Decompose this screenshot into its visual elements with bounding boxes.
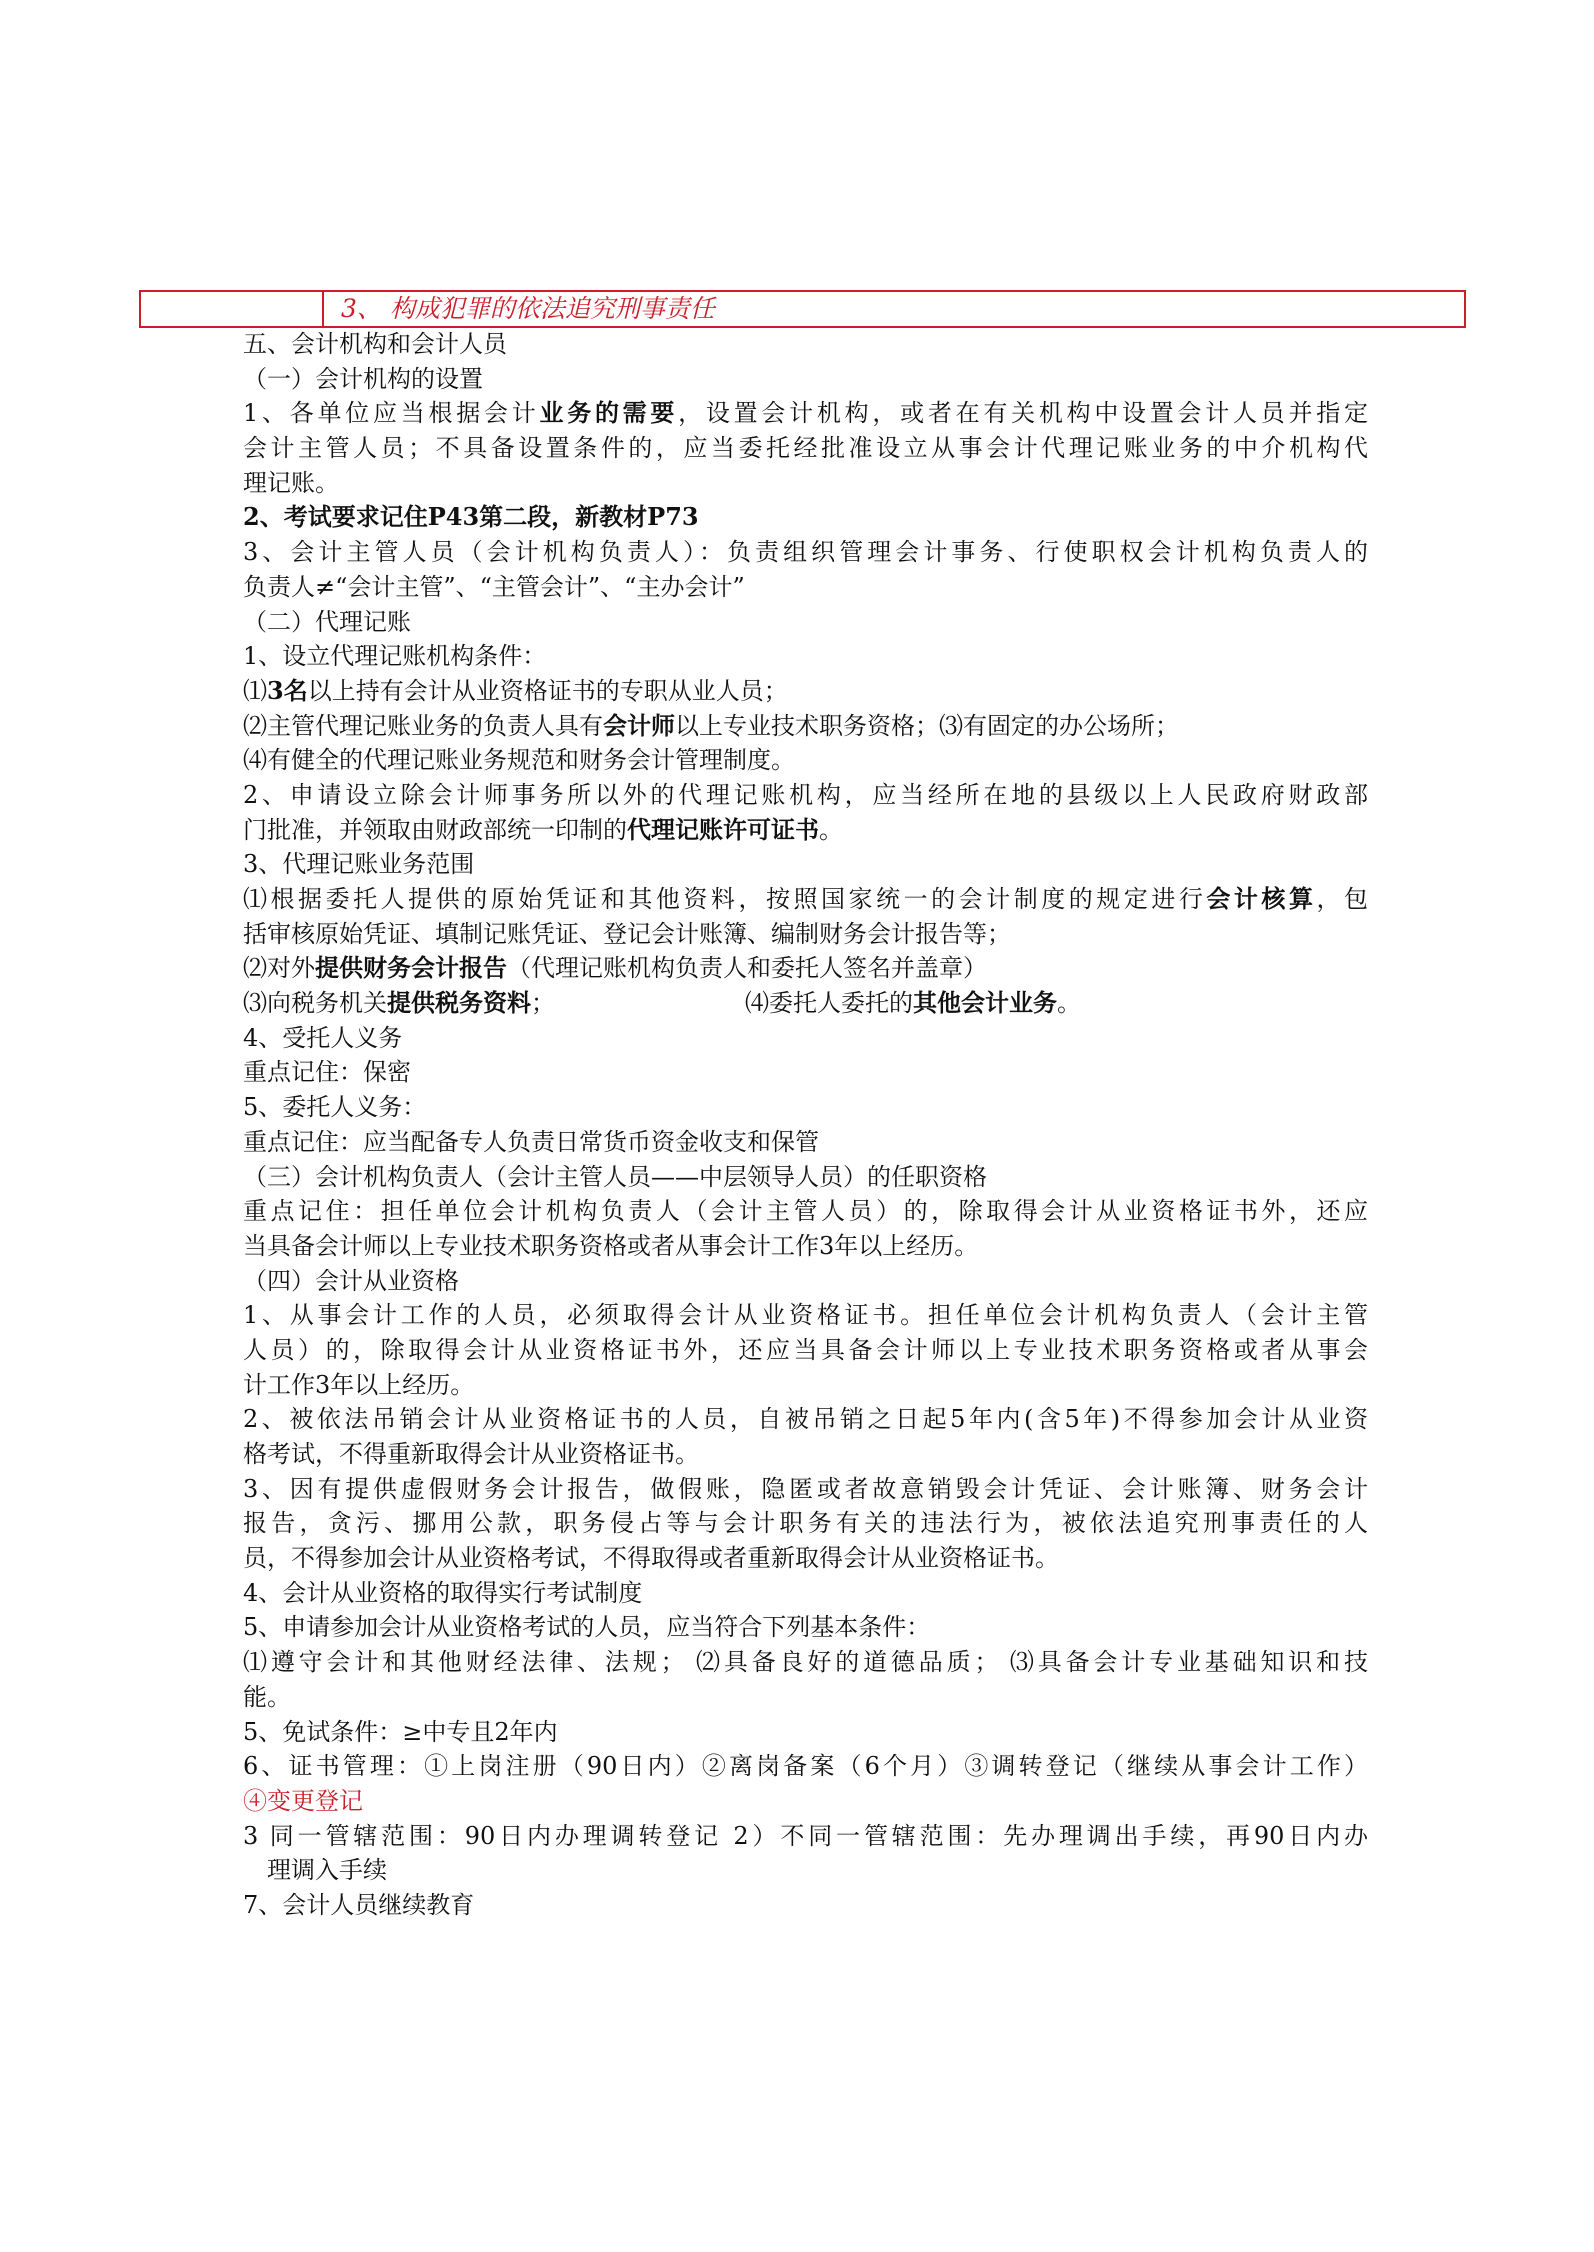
text-segment: 以上持有会计从业资格证书的专职从业人员； — [307, 676, 788, 705]
text-segment: 重点记住：应当配备专人负责日常货币资金收支和保管 — [243, 1127, 819, 1156]
text-segment: 理调入手续 — [267, 1856, 387, 1885]
text-line — [243, 1888, 1368, 1923]
text-segment: 5、委托人义务： — [243, 1093, 427, 1122]
text-line — [243, 917, 1368, 952]
text-line — [243, 674, 1368, 709]
text-segment: 人员）的，除取得会计从业资格证书外，还应当具备会计师以上专业技术职务资格或者从事会 — [243, 1335, 1368, 1364]
bold-text: 会计核算 — [1206, 884, 1317, 913]
text-segment: ⑵主管代理记账业务的负责人具有 — [243, 711, 603, 740]
text-line — [243, 1368, 1368, 1403]
highlight-box — [139, 290, 1466, 328]
text-line — [243, 1160, 1368, 1195]
text-segment: 6、证书管理：①上岗注册（90日内）②离岗备案（6个月）③调转登记（继续从事会计工作） — [243, 1752, 1368, 1781]
text-line — [243, 1194, 1368, 1229]
text-segment: 5、申请参加会计从业资格考试的人员，应当符合下列基本条件： — [243, 1613, 931, 1642]
text-segment: 1、从事会计工作的人员，必须取得会计从业资格证书。担任单位会计机构负责人（会计主管 — [243, 1301, 1368, 1330]
text-line — [243, 605, 1368, 640]
bold-text: 会计师 — [603, 710, 675, 740]
text-segment: ⑴遵守会计和其他财经法律、法规； ⑵具备良好的道德品质； ⑶具备会计专业基础知识和技 — [243, 1648, 1368, 1677]
text-line — [243, 1055, 1368, 1090]
text-line — [243, 778, 1368, 813]
text-line — [243, 535, 1368, 570]
text-segment: 计工作3年以上经历。 — [243, 1370, 475, 1399]
bold-text: 2、考试要求记住P43第二段，新教材P73 — [243, 502, 699, 532]
text-line — [243, 1749, 1368, 1784]
text-segment: 3 同一管辖范围：90日内办理调转登记 2）不同一管辖范围：先办理调出手续，再90日内办 — [243, 1821, 1368, 1850]
text-line — [243, 396, 1368, 431]
text-line — [243, 1264, 1368, 1299]
text-segment: 。 — [1057, 989, 1081, 1018]
text-segment: ⑴ — [243, 676, 267, 705]
text-line — [243, 1541, 1368, 1576]
text-segment: 3、因有提供虚假财务会计报告，做假账，隐匿或者故意销毁会计凭证、会计账簿、财务会计 — [243, 1474, 1368, 1503]
text-segment: 门批准，并领取由财政部统一印制的 — [243, 815, 627, 844]
text-line — [243, 1090, 1368, 1125]
text-line — [243, 431, 1368, 466]
text-segment: 括审核原始凭证、填制记账凭证、登记会计账簿、编制财务会计报告等； — [243, 919, 1011, 948]
text-segment: ⑷有健全的代理记账业务规范和财务会计管理制度。 — [243, 746, 795, 775]
text-segment: 1、设立代理记账机构条件： — [243, 642, 547, 671]
text-segment: 格考试，不得重新取得会计从业资格证书。 — [243, 1440, 699, 1468]
document-body — [243, 327, 1368, 1923]
text-segment: （四）会计从业资格 — [243, 1266, 459, 1295]
text-line — [243, 1402, 1368, 1437]
text-line — [243, 1715, 1368, 1750]
text-line — [243, 1610, 1368, 1645]
box-divider — [322, 292, 324, 326]
text-line — [243, 570, 1368, 605]
text-line — [243, 743, 1368, 778]
text-segment: 以上专业技术职务资格；⑶有固定的办公场所； — [675, 711, 1179, 740]
text-segment: ⑵对外 — [243, 954, 315, 983]
text-segment: 。 — [819, 815, 843, 844]
text-segment: 理记账。 — [243, 468, 339, 497]
text-segment: ⑷委托人委托的 — [745, 989, 913, 1018]
text-segment: 2、被依法吊销会计从业资格证书的人员，自被吊销之日起5年内(含5年)不得参加会计从业资 — [243, 1405, 1368, 1434]
bold-text: 3名 — [267, 675, 308, 705]
text-segment: （三）会计机构负责人（会计主管人员——中层领导人员）的任职资格 — [243, 1162, 987, 1191]
text-segment: 1、各单位应当根据会计 — [243, 399, 540, 428]
text-segment: （一）会计机构的设置 — [243, 364, 483, 393]
text-line — [243, 327, 1368, 362]
bold-text: 代理记账许可证书 — [627, 814, 819, 844]
bold-text: 提供税务资料 — [387, 988, 531, 1018]
text-segment: 五、会计机构和会计人员 — [243, 330, 507, 358]
bold-text: 业务的需要 — [539, 398, 679, 428]
text-segment: （二）代理记账 — [243, 607, 411, 636]
text-line — [243, 1680, 1368, 1715]
text-line — [243, 1021, 1368, 1056]
text-line — [243, 1298, 1368, 1333]
text-line — [243, 709, 1368, 744]
text-line — [243, 639, 1368, 674]
text-segment: 负责人≠“会计主管”、“主管会计”、“主办会计” — [243, 572, 745, 601]
text-line — [243, 1472, 1368, 1507]
text-segment: ，包 — [1316, 885, 1369, 913]
text-line — [243, 882, 1368, 917]
text-segment: ，设置会计机构，或者在有关机构中设置会计人员并指定 — [678, 399, 1369, 428]
text-segment: ； — [531, 989, 555, 1018]
text-line — [243, 466, 1368, 501]
text-segment: 2、申请设立除会计师事务所以外的代理记账机构，应当经所在地的县级以上人民政府财政部 — [243, 780, 1368, 809]
text-line — [243, 500, 1368, 535]
bold-text: 其他会计业务 — [913, 988, 1057, 1018]
text-line — [243, 847, 1368, 882]
text-line — [243, 1853, 1368, 1888]
text-segment: 当具备会计师以上专业技术职务资格或者从事会计工作3年以上经历。 — [243, 1231, 979, 1260]
text-segment: 报告，贪污、挪用公款，职务侵占等与会计职务有关的违法行为，被依法追究刑事责任的人 — [243, 1509, 1368, 1538]
bold-text: 提供财务会计报告 — [315, 953, 507, 983]
text-segment: 3、代理记账业务范围 — [243, 850, 475, 879]
text-line — [243, 1506, 1368, 1541]
highlight-text: 3、 构成犯罪的依法追究刑事责任 — [341, 294, 715, 323]
text-segment: 4、受托人义务 — [243, 1023, 403, 1052]
text-line — [243, 362, 1368, 397]
text-line — [243, 951, 1368, 986]
text-segment: 重点记住：担任单位会计机构负责人（会计主管人员）的，除取得会计从业资格证书外，还应 — [243, 1197, 1368, 1226]
text-line — [243, 1645, 1368, 1680]
text-segment: 5、免试条件：≥中专且2年内 — [243, 1717, 558, 1746]
text-segment: 重点记住：保密 — [243, 1058, 411, 1087]
text-segment: 7、会计人员继续教育 — [243, 1890, 475, 1919]
text-segment: 员，不得参加会计从业资格考试，不得取得或者重新取得会计从业资格证书。 — [243, 1544, 1059, 1573]
text-line — [243, 1819, 1368, 1854]
text-segment: 3、会计主管人员（会计机构负责人）：负责组织管理会计事务、行使职权会计机构负责人的 — [243, 538, 1368, 567]
text-segment: 4、会计从业资格的取得实行考试制度 — [243, 1578, 643, 1607]
text-line — [243, 986, 1368, 1021]
text-line — [243, 1229, 1368, 1264]
text-line — [243, 1125, 1368, 1160]
text-line — [243, 813, 1368, 848]
text-segment: 会计主管人员；不具备设置条件的，应当委托经批准设立从事会计代理记账业务的中介机构代 — [243, 434, 1368, 463]
text-segment: ④变更登记 — [243, 1786, 363, 1815]
text-segment: 能。 — [243, 1682, 291, 1711]
text-segment: ⑴根据委托人提供的原始凭证和其他资料，按照国家统一的会计制度的规定进行 — [243, 885, 1207, 913]
text-line — [243, 1576, 1368, 1611]
text-line — [243, 1784, 1368, 1819]
text-line — [243, 1333, 1368, 1368]
text-segment: ⑶向税务机关 — [243, 989, 387, 1018]
text-segment: （代理记账机构负责人和委托人签名并盖章） — [507, 954, 987, 983]
text-line — [243, 1437, 1368, 1472]
